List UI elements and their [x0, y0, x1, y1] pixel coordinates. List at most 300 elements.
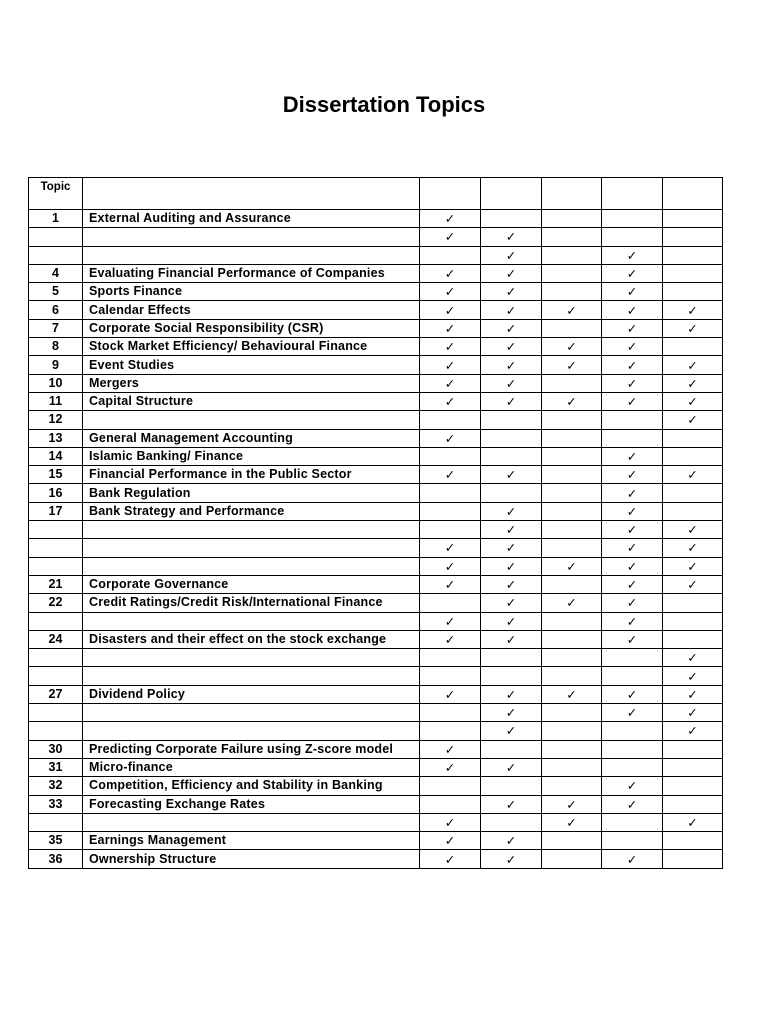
check-cell-5	[663, 722, 723, 740]
checkmark-icon: ✓	[444, 686, 456, 702]
header-col-5	[663, 178, 723, 210]
checkmark-icon: ✓	[687, 320, 698, 336]
topic-number: 32	[29, 777, 83, 795]
topic-name: Bank Strategy and Performance	[83, 502, 420, 520]
table-row	[29, 411, 723, 429]
topic-name	[83, 228, 420, 246]
checkmark-icon: ✓	[505, 558, 517, 574]
check-cell-4	[602, 411, 663, 429]
topic-name	[83, 667, 420, 685]
check-cell-2	[481, 338, 542, 356]
table-row	[29, 484, 723, 502]
check-cell-4	[602, 667, 663, 685]
topic-name	[83, 521, 420, 539]
checkmark-icon: ✓	[505, 229, 517, 245]
checkmark-icon: ✓	[626, 631, 638, 647]
topic-number	[29, 228, 83, 246]
checkmark-icon: ✓	[505, 467, 517, 483]
topic-number: 36	[29, 850, 83, 868]
topic-name	[83, 612, 420, 630]
check-cell-3	[542, 521, 602, 539]
checkmark-icon: ✓	[626, 266, 638, 282]
table-header-row	[29, 178, 723, 210]
check-cell-5	[663, 447, 723, 465]
topic-number: 30	[29, 740, 83, 758]
table-row	[29, 539, 723, 557]
checkmark-icon: ✓	[505, 339, 517, 355]
check-cell-2	[481, 502, 542, 520]
check-cell-4	[602, 777, 663, 795]
check-cell-1	[420, 484, 481, 502]
check-cell-5	[663, 557, 723, 575]
check-cell-1	[420, 722, 481, 740]
topic-number: 15	[29, 466, 83, 484]
table-row	[29, 210, 723, 228]
checkmark-icon: ✓	[687, 577, 698, 593]
checkmark-icon: ✓	[505, 577, 517, 593]
check-cell-4	[602, 264, 663, 282]
topic-name: Competition, Efficiency and Stability in Banking	[83, 777, 420, 795]
checkmark-icon: ✓	[566, 796, 577, 812]
topic-name: Stock Market Efficiency/ Behavioural Finance	[83, 338, 420, 356]
checkmark-icon: ✓	[505, 796, 517, 812]
checkmark-icon: ✓	[626, 705, 638, 721]
table-row	[29, 740, 723, 758]
check-cell-1	[420, 502, 481, 520]
topic-name	[83, 704, 420, 722]
check-cell-4	[602, 704, 663, 722]
check-cell-2	[481, 539, 542, 557]
table-row	[29, 850, 723, 868]
check-cell-2	[481, 795, 542, 813]
check-cell-3	[542, 447, 602, 465]
check-cell-2	[481, 612, 542, 630]
check-cell-3	[542, 338, 602, 356]
check-cell-4	[602, 649, 663, 667]
topic-number: 22	[29, 594, 83, 612]
check-cell-2	[481, 557, 542, 575]
checkmark-icon: ✓	[687, 668, 698, 684]
check-cell-1	[420, 850, 481, 868]
check-cell-5	[663, 850, 723, 868]
check-cell-1	[420, 429, 481, 447]
checkmark-icon: ✓	[626, 796, 638, 812]
check-cell-1	[420, 521, 481, 539]
check-cell-1	[420, 575, 481, 593]
check-cell-3	[542, 484, 602, 502]
check-cell-4	[602, 594, 663, 612]
check-cell-2	[481, 575, 542, 593]
topic-number	[29, 722, 83, 740]
topic-name	[83, 813, 420, 831]
table-row	[29, 521, 723, 539]
table-row	[29, 319, 723, 337]
topic-number: 27	[29, 685, 83, 703]
check-cell-1	[420, 539, 481, 557]
topic-name: Corporate Social Responsibility (CSR)	[83, 319, 420, 337]
checkmark-icon: ✓	[444, 613, 456, 629]
check-cell-5	[663, 795, 723, 813]
check-cell-1	[420, 411, 481, 429]
checkmark-icon: ✓	[687, 650, 698, 666]
checkmark-icon: ✓	[444, 211, 456, 227]
topic-number: 17	[29, 502, 83, 520]
topic-name: Event Studies	[83, 356, 420, 374]
check-cell-1	[420, 594, 481, 612]
check-cell-3	[542, 813, 602, 831]
check-cell-2	[481, 210, 542, 228]
table-row	[29, 575, 723, 593]
check-cell-2	[481, 740, 542, 758]
check-cell-1	[420, 210, 481, 228]
table-row	[29, 795, 723, 813]
table-row	[29, 338, 723, 356]
check-cell-3	[542, 210, 602, 228]
check-cell-2	[481, 392, 542, 410]
check-cell-4	[602, 228, 663, 246]
checkmark-icon: ✓	[626, 467, 638, 483]
checkmark-icon: ✓	[626, 851, 638, 867]
table-row	[29, 429, 723, 447]
check-cell-1	[420, 356, 481, 374]
table-row	[29, 283, 723, 301]
checkmark-icon: ✓	[444, 833, 456, 849]
table-row	[29, 832, 723, 850]
check-cell-5	[663, 612, 723, 630]
checkmark-icon: ✓	[444, 577, 456, 593]
check-cell-4	[602, 338, 663, 356]
topic-number	[29, 667, 83, 685]
check-cell-1	[420, 777, 481, 795]
topic-number: 10	[29, 374, 83, 392]
checkmark-icon: ✓	[505, 394, 517, 410]
check-cell-5	[663, 484, 723, 502]
check-cell-3	[542, 612, 602, 630]
check-cell-5	[663, 374, 723, 392]
checkmark-icon: ✓	[505, 503, 517, 519]
check-cell-2	[481, 301, 542, 319]
table-row	[29, 228, 723, 246]
topic-name	[83, 649, 420, 667]
topic-number	[29, 649, 83, 667]
check-cell-4	[602, 319, 663, 337]
checkmark-icon: ✓	[687, 467, 698, 483]
checkmark-icon: ✓	[505, 851, 517, 867]
topic-number	[29, 813, 83, 831]
topic-number	[29, 557, 83, 575]
check-cell-1	[420, 466, 481, 484]
check-cell-3	[542, 283, 602, 301]
check-cell-3	[542, 392, 602, 410]
topic-number: 33	[29, 795, 83, 813]
table-row	[29, 704, 723, 722]
table-row	[29, 649, 723, 667]
table-row	[29, 777, 723, 795]
check-cell-5	[663, 246, 723, 264]
check-cell-1	[420, 832, 481, 850]
checkmark-icon: ✓	[687, 302, 698, 318]
checkmark-icon: ✓	[444, 558, 456, 574]
topic-name: Capital Structure	[83, 392, 420, 410]
check-cell-2	[481, 466, 542, 484]
check-cell-4	[602, 630, 663, 648]
check-cell-1	[420, 246, 481, 264]
check-cell-1	[420, 758, 481, 776]
table-row	[29, 557, 723, 575]
check-cell-3	[542, 704, 602, 722]
topic-number	[29, 612, 83, 630]
check-cell-2	[481, 356, 542, 374]
checkmark-icon: ✓	[626, 284, 638, 300]
check-cell-5	[663, 758, 723, 776]
check-cell-5	[663, 704, 723, 722]
check-cell-3	[542, 630, 602, 648]
topic-number: 16	[29, 484, 83, 502]
check-cell-1	[420, 283, 481, 301]
check-cell-5	[663, 813, 723, 831]
checkmark-icon: ✓	[444, 760, 456, 776]
checkmark-icon: ✓	[626, 503, 638, 519]
check-cell-1	[420, 228, 481, 246]
checkmark-icon: ✓	[566, 394, 577, 410]
table-row	[29, 813, 723, 831]
check-cell-4	[602, 539, 663, 557]
check-cell-4	[602, 521, 663, 539]
check-cell-3	[542, 557, 602, 575]
checkmark-icon: ✓	[444, 741, 456, 757]
check-cell-2	[481, 283, 542, 301]
checkmark-icon: ✓	[626, 686, 638, 702]
topic-name: Predicting Corporate Failure using Z-score model	[83, 740, 420, 758]
check-cell-4	[602, 466, 663, 484]
topic-name: Micro-finance	[83, 758, 420, 776]
checkmark-icon: ✓	[444, 284, 456, 300]
check-cell-4	[602, 392, 663, 410]
check-cell-2	[481, 374, 542, 392]
check-cell-3	[542, 850, 602, 868]
checkmark-icon: ✓	[566, 339, 577, 355]
topic-number: 11	[29, 392, 83, 410]
check-cell-1	[420, 392, 481, 410]
check-cell-1	[420, 795, 481, 813]
check-cell-1	[420, 813, 481, 831]
checkmark-icon: ✓	[687, 705, 698, 721]
checkmark-icon: ✓	[626, 540, 638, 556]
checkmark-icon: ✓	[505, 613, 517, 629]
check-cell-3	[542, 722, 602, 740]
check-cell-4	[602, 685, 663, 703]
checkmark-icon: ✓	[505, 302, 517, 318]
topic-number	[29, 521, 83, 539]
checkmark-icon: ✓	[444, 540, 456, 556]
topic-name: Earnings Management	[83, 832, 420, 850]
check-cell-3	[542, 264, 602, 282]
topic-name: Mergers	[83, 374, 420, 392]
checkmark-icon: ✓	[626, 522, 638, 538]
check-cell-3	[542, 319, 602, 337]
check-cell-2	[481, 630, 542, 648]
check-cell-3	[542, 740, 602, 758]
checkmark-icon: ✓	[626, 613, 638, 629]
check-cell-3	[542, 667, 602, 685]
check-cell-2	[481, 228, 542, 246]
checkmark-icon: ✓	[626, 375, 638, 391]
check-cell-4	[602, 557, 663, 575]
check-cell-5	[663, 356, 723, 374]
check-cell-3	[542, 301, 602, 319]
check-cell-5	[663, 685, 723, 703]
checkmark-icon: ✓	[687, 814, 698, 830]
topic-number	[29, 704, 83, 722]
topic-name: Islamic Banking/ Finance	[83, 447, 420, 465]
check-cell-5	[663, 264, 723, 282]
check-cell-4	[602, 612, 663, 630]
check-cell-4	[602, 283, 663, 301]
check-cell-4	[602, 374, 663, 392]
table-row	[29, 374, 723, 392]
checkmark-icon: ✓	[687, 375, 698, 391]
check-cell-3	[542, 246, 602, 264]
checkmark-icon: ✓	[687, 522, 698, 538]
checkmark-icon: ✓	[626, 449, 638, 464]
check-cell-2	[481, 484, 542, 502]
check-cell-3	[542, 649, 602, 667]
check-cell-4	[602, 758, 663, 776]
check-cell-2	[481, 246, 542, 264]
topic-name: Calendar Effects	[83, 301, 420, 319]
check-cell-1	[420, 630, 481, 648]
table-row	[29, 356, 723, 374]
header-col-3	[542, 178, 602, 210]
topic-name	[83, 557, 420, 575]
check-cell-3	[542, 429, 602, 447]
checkmark-icon: ✓	[444, 339, 456, 355]
checkmark-icon: ✓	[505, 540, 517, 556]
header-topic-label: Topic	[40, 181, 71, 193]
topic-name: Ownership Structure	[83, 850, 420, 868]
check-cell-5	[663, 630, 723, 648]
checkmark-icon: ✓	[444, 357, 456, 373]
header-topic-cell	[29, 178, 83, 210]
check-cell-4	[602, 356, 663, 374]
checkmark-icon: ✓	[687, 357, 698, 373]
topic-name: Bank Regulation	[83, 484, 420, 502]
check-cell-2	[481, 264, 542, 282]
header-name-cell	[83, 178, 420, 210]
checkmark-icon: ✓	[505, 266, 517, 282]
check-cell-2	[481, 521, 542, 539]
check-cell-5	[663, 466, 723, 484]
check-cell-4	[602, 502, 663, 520]
table-row	[29, 264, 723, 282]
topic-number: 35	[29, 832, 83, 850]
checkmark-icon: ✓	[687, 723, 698, 739]
checkmark-icon: ✓	[626, 558, 638, 574]
topic-number	[29, 246, 83, 264]
table-row	[29, 301, 723, 319]
topic-number: 12	[29, 411, 83, 429]
check-cell-2	[481, 758, 542, 776]
checkmark-icon: ✓	[444, 229, 456, 245]
check-cell-2	[481, 649, 542, 667]
topic-name: Forecasting Exchange Rates	[83, 795, 420, 813]
topic-name	[83, 539, 420, 557]
checkmark-icon: ✓	[626, 357, 638, 373]
checkmark-icon: ✓	[687, 558, 698, 574]
checkmark-icon: ✓	[444, 631, 456, 647]
check-cell-2	[481, 429, 542, 447]
table-row	[29, 392, 723, 410]
check-cell-1	[420, 264, 481, 282]
checkmark-icon: ✓	[444, 851, 456, 867]
check-cell-1	[420, 447, 481, 465]
check-cell-2	[481, 685, 542, 703]
check-cell-5	[663, 667, 723, 685]
topic-name	[83, 246, 420, 264]
checkmark-icon: ✓	[505, 375, 517, 391]
table-row	[29, 246, 723, 264]
check-cell-3	[542, 374, 602, 392]
check-cell-5	[663, 411, 723, 429]
check-cell-2	[481, 319, 542, 337]
topic-name	[83, 722, 420, 740]
document-title: Dissertation Topics	[282, 92, 486, 117]
topic-number	[29, 539, 83, 557]
check-cell-4	[602, 484, 663, 502]
check-cell-2	[481, 447, 542, 465]
topic-number: 5	[29, 283, 83, 301]
check-cell-5	[663, 338, 723, 356]
check-cell-1	[420, 667, 481, 685]
check-cell-5	[663, 575, 723, 593]
check-cell-5	[663, 832, 723, 850]
checkmark-icon: ✓	[505, 760, 517, 776]
check-cell-1	[420, 740, 481, 758]
table-row	[29, 758, 723, 776]
check-cell-3	[542, 758, 602, 776]
check-cell-3	[542, 575, 602, 593]
check-cell-3	[542, 356, 602, 374]
table-row	[29, 447, 723, 465]
check-cell-2	[481, 704, 542, 722]
check-cell-2	[481, 777, 542, 795]
check-cell-3	[542, 539, 602, 557]
check-cell-3	[542, 832, 602, 850]
checkmark-icon: ✓	[566, 357, 577, 373]
check-cell-4	[602, 429, 663, 447]
topics-table	[28, 177, 723, 869]
checkmark-icon: ✓	[626, 778, 638, 794]
check-cell-2	[481, 667, 542, 685]
check-cell-4	[602, 795, 663, 813]
check-cell-3	[542, 228, 602, 246]
topic-name: Corporate Governance	[83, 575, 420, 593]
check-cell-4	[602, 447, 663, 465]
check-cell-5	[663, 228, 723, 246]
checkmark-icon: ✓	[505, 686, 517, 702]
check-cell-5	[663, 319, 723, 337]
topic-number: 13	[29, 429, 83, 447]
check-cell-4	[602, 740, 663, 758]
checkmark-icon: ✓	[444, 320, 456, 336]
checkmark-icon: ✓	[626, 485, 638, 501]
topic-name: External Auditing and Assurance	[83, 210, 420, 228]
check-cell-5	[663, 521, 723, 539]
checkmark-icon: ✓	[626, 320, 638, 336]
checkmark-icon: ✓	[687, 540, 698, 556]
table-row	[29, 502, 723, 520]
check-cell-3	[542, 685, 602, 703]
